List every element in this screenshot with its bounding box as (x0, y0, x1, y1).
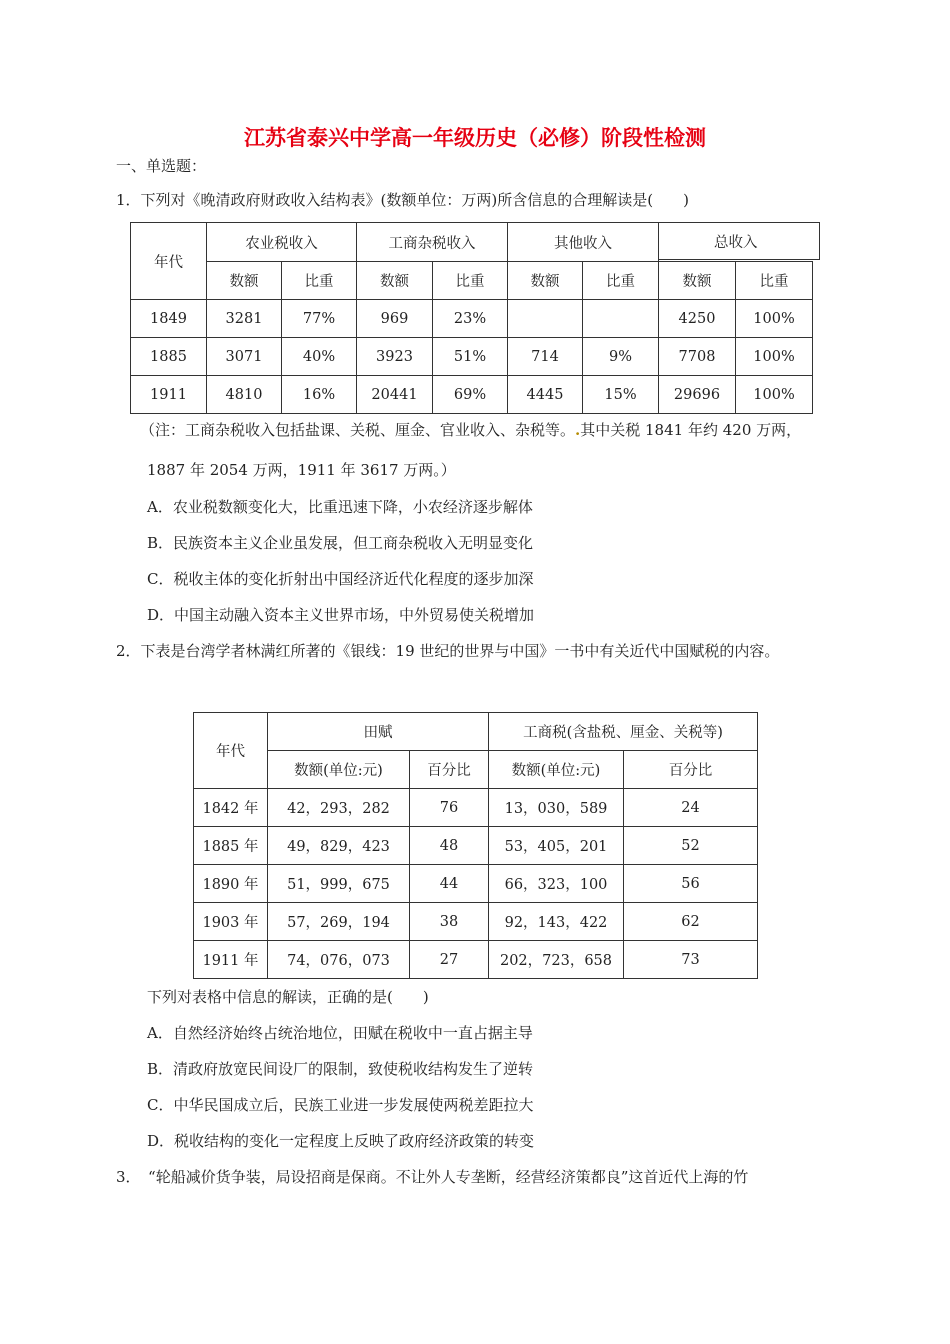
table-cell: 1849 (131, 300, 207, 338)
q1-stem: 1．下列对《晚清政府财政收入结构表》(数额单位：万两)所含信息的合理解读是( ) (116, 191, 689, 209)
q2-option-b[interactable]: B．清政府放宽民间设厂的限制，致使税收结构发生了逆转 (147, 1060, 534, 1078)
page-title: 江苏省泰兴中学高一年级历史（必修）阶段性检测 (244, 125, 706, 150)
table-cell: 100% (736, 300, 813, 338)
table-cell: 69% (433, 376, 508, 414)
table-cell: 74，076，073 (268, 941, 410, 979)
table-cell: 1890 年 (194, 865, 268, 903)
table-cell: 38 (410, 903, 489, 941)
q2-subheader-row (194, 751, 758, 789)
table-cell: 52 (624, 827, 758, 865)
q1-subheader-row (131, 262, 813, 300)
q1-sub-amount: 数额 (659, 262, 736, 300)
q1-note-part1: （注：工商杂税收入包括盐课、关税、厘金、官业收入、杂税等。 (140, 421, 576, 439)
table-cell: 48 (410, 827, 489, 865)
q2-header-row (194, 713, 758, 751)
table-cell: 29696 (659, 376, 736, 414)
q1-option-d[interactable]: D．中国主动融入资本主义世界市场，中外贸易使关税增加 (147, 606, 535, 624)
table-cell: 92，143，422 (489, 903, 624, 941)
table-cell: 40% (282, 338, 357, 376)
q1-option-a[interactable]: A．农业税数额变化大，比重迅速下降，小农经济逐步解体 (147, 498, 533, 516)
q1-note-line2: 1887 年 2054 万两，1911 年 3617 万两。） (147, 461, 456, 479)
table-cell: 56 (624, 865, 758, 903)
table-cell: 100% (736, 376, 813, 414)
table-cell: 3071 (207, 338, 282, 376)
table-cell: 51，999，675 (268, 865, 410, 903)
table-cell: 76 (410, 789, 489, 827)
table-cell: 15% (583, 376, 659, 414)
q1-table (130, 222, 813, 414)
table-row (131, 300, 813, 338)
table-row (194, 865, 758, 903)
table-cell: 53，405，201 (489, 827, 624, 865)
table-cell: 714 (508, 338, 583, 376)
table-cell: 27 (410, 941, 489, 979)
table-cell: 100% (736, 338, 813, 376)
section-heading: 一、单选题： (116, 157, 207, 175)
table-cell: 1842 年 (194, 789, 268, 827)
table-cell (583, 300, 659, 338)
q2-year-header: 年代 (194, 713, 268, 789)
q1-sub-ratio: 比重 (736, 262, 813, 300)
table-row (131, 338, 813, 376)
q1-sub-ratio: 比重 (282, 262, 357, 300)
q3-stem: 3． “轮船减价货争装，局设招商是保商。不让外人专垄断，经营经济策都良”这首近代上海的竹 (116, 1168, 749, 1186)
q2-group-commerce-tax: 工商税(含盐税、厘金、关税等) (489, 713, 758, 751)
table-cell: 57，269，194 (268, 903, 410, 941)
table-cell: 1903 年 (194, 903, 268, 941)
table-row (194, 903, 758, 941)
q1-group-agri: 农业税收入 (207, 223, 357, 262)
q1-header-row (131, 223, 813, 262)
table-cell: 202，723，658 (489, 941, 624, 979)
table-cell: 44 (410, 865, 489, 903)
table-cell: 73 (624, 941, 758, 979)
table-cell: 969 (357, 300, 433, 338)
q2-option-d[interactable]: D．税收结构的变化一定程度上反映了政府经济政策的转变 (147, 1132, 535, 1150)
q1-group-total: 总收入 (659, 223, 813, 262)
table-cell: 62 (624, 903, 758, 941)
q1-note-line1 (140, 419, 801, 440)
table-row (131, 376, 813, 414)
table-cell: 20441 (357, 376, 433, 414)
table-cell: 16% (282, 376, 357, 414)
table-cell: 7708 (659, 338, 736, 376)
table-cell: 66，323，100 (489, 865, 624, 903)
table-cell: 1911 (131, 376, 207, 414)
q1-sub-amount: 数额 (508, 262, 583, 300)
q1-group-commerce: 工商杂税收入 (357, 223, 508, 262)
note-mark: . (575, 421, 581, 439)
q2-option-c[interactable]: C．中华民国成立后，民族工业进一步发展使两税差距拉大 (147, 1096, 534, 1114)
q2-group-land-tax: 田赋 (268, 713, 489, 751)
table-cell: 13，030，589 (489, 789, 624, 827)
table-cell: 1885 年 (194, 827, 268, 865)
table-row (194, 941, 758, 979)
table-row (194, 827, 758, 865)
q1-option-b[interactable]: B．民族资本主义企业虽发展，但工商杂税收入无明显变化 (147, 534, 534, 552)
q2-sub-percent: 百分比 (624, 751, 758, 789)
q2-table (193, 712, 758, 979)
q1-sub-amount: 数额 (207, 262, 282, 300)
table-cell: 24 (624, 789, 758, 827)
table-cell: 1885 (131, 338, 207, 376)
q1-sub-ratio: 比重 (433, 262, 508, 300)
q2-sub-amount: 数额(单位:元) (268, 751, 410, 789)
q1-year-header: 年代 (131, 223, 207, 300)
table-cell (508, 300, 583, 338)
q2-sub-amount: 数额(单位:元) (489, 751, 624, 789)
table-cell: 42，293，282 (268, 789, 410, 827)
table-cell: 4250 (659, 300, 736, 338)
table-cell: 4810 (207, 376, 282, 414)
q2-stem: 2．下表是台湾学者林满红所著的《银线：19 世纪的世界与中国》一书中有关近代中国赋税的内容。 (116, 642, 780, 660)
table-cell: 77% (282, 300, 357, 338)
table-cell: 3281 (207, 300, 282, 338)
q1-note-part2: 其中关税 1841 年约 420 万两， (580, 421, 802, 439)
q2-sub-percent: 百分比 (410, 751, 489, 789)
q2-question: 下列对表格中信息的解读，正确的是( ) (147, 988, 429, 1006)
q1-option-c[interactable]: C．税收主体的变化折射出中国经济近代化程度的逐步加深 (147, 570, 534, 588)
table-cell: 9% (583, 338, 659, 376)
table-cell: 23% (433, 300, 508, 338)
q1-sub-ratio: 比重 (583, 262, 659, 300)
table-cell: 51% (433, 338, 508, 376)
table-cell: 4445 (508, 376, 583, 414)
table-cell: 1911 年 (194, 941, 268, 979)
q1-sub-amount: 数额 (357, 262, 433, 300)
table-cell: 49，829，423 (268, 827, 410, 865)
table-cell: 3923 (357, 338, 433, 376)
table-row (194, 789, 758, 827)
q2-option-a[interactable]: A．自然经济始终占统治地位，田赋在税收中一直占据主导 (147, 1024, 533, 1042)
q1-group-other: 其他收入 (508, 223, 659, 262)
